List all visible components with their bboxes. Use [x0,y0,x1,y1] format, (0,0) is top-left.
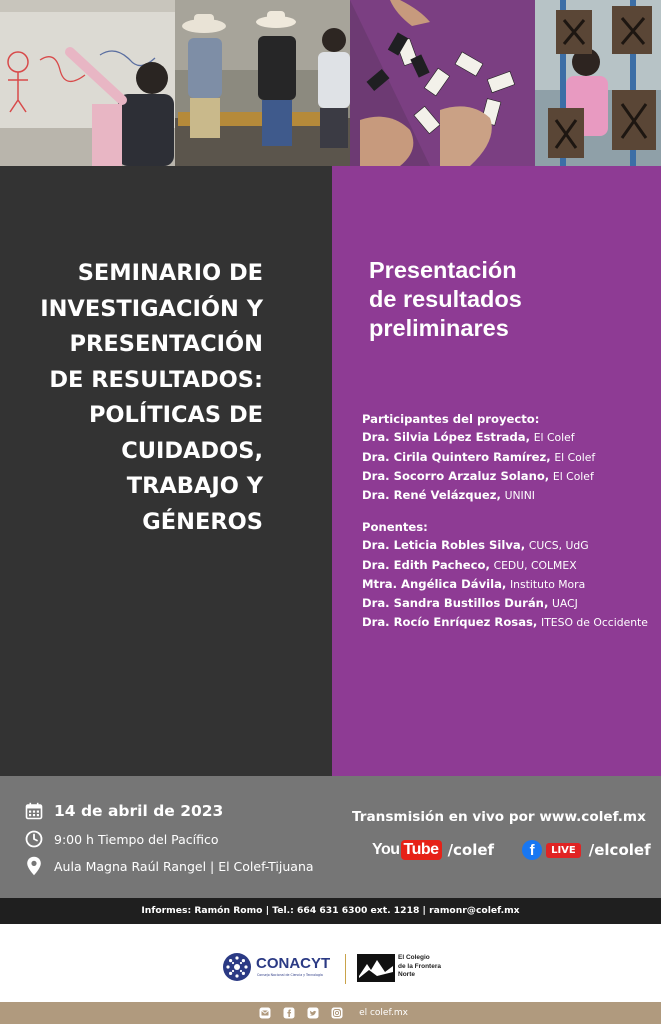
seminar-title-panel [0,166,332,776]
seminar-title-line: GÉNEROS [142,508,263,535]
speaker-name: Dra. Sandra Bustillos Durán, [362,596,549,611]
event-time: 9:00 h Tiempo del Pacífico [54,831,219,847]
participant-item [362,467,658,486]
conacyt-emblem-icon [222,952,252,982]
speaker-name: Mtra. Angélica Dávila, [362,576,507,591]
speaker-affiliation: Instituto Mora [510,577,586,591]
speaker-item [362,536,658,555]
speakers-list [362,518,658,633]
speaker-name: Dra. Leticia Robles Silva, [362,538,526,553]
speaker-name: Dra. Rocío Enríquez Rosas, [362,615,538,630]
clock-icon [24,829,44,849]
speaker-affiliation: CEDU, COLMEX [493,558,577,572]
broadcast-text: Transmisión en vivo por www.colef.mx [352,809,646,825]
youtube-handle-link[interactable]: /colef [447,841,495,859]
participant-affiliation: El Colef [554,450,596,464]
presentation-title-line: preliminares [369,315,509,341]
logo-divider [345,954,346,984]
event-place: Aula Magna Raúl Rangel | El Colef-Tijuana [54,858,314,874]
participant-name: Dra. Cirila Quintero Ramírez, [362,449,551,464]
seminar-title-line: SEMINARIO DE [77,260,263,286]
speaker-item [362,556,658,575]
seminar-title-line: TRABAJO Y [126,473,263,499]
location-pin-icon [24,856,44,876]
speaker-affiliation: CUCS, UdG [528,539,589,553]
seminar-title-line: CUIDADOS, [121,437,263,464]
calendar-icon [24,801,44,821]
social-links [372,840,651,860]
conacyt-logo [222,952,330,982]
seminar-title-line: INVESTIGACIÓN Y [40,295,263,322]
event-date-row [24,801,223,821]
seminar-title-line: POLÍTICAS DE [88,402,263,428]
speaker-item [362,594,658,613]
speakers-heading: Ponentes: [362,520,428,534]
youtube-you: You [372,841,400,858]
seminar-title-line: DE RESULTADOS: [49,366,263,393]
header-photo-collage [0,0,661,166]
participant-item [362,428,658,447]
speaker-affiliation: ITESO de Occidente [541,616,648,630]
speaker-name: Dra. Edith Pacheco, [362,557,490,572]
facebook-icon[interactable] [283,1007,295,1019]
seminar-title-line: PRESENTACIÓN [69,331,263,357]
speaker-affiliation: UACJ [552,597,578,611]
participant-affiliation: El Colef [552,469,594,483]
event-date: 14 de abril de 2023 [54,802,224,820]
footer-bar [0,1002,661,1024]
presentation-title [369,256,649,343]
event-place-row [24,856,314,876]
presentation-title-line: Presentación [369,257,517,283]
participant-name: Dra. René Velázquez, [362,488,501,503]
live-badge: LIVE [546,843,581,858]
instagram-icon[interactable] [331,1007,343,1019]
participants-heading: Participantes del proyecto: [362,412,540,426]
event-info-band [0,776,661,898]
colef-name [398,954,441,980]
seminar-title [0,256,263,540]
speaker-item [362,575,658,594]
speaker-item [362,613,658,632]
event-time-row [24,829,219,849]
participant-affiliation: UNINI [504,489,535,503]
colef-name-line: Norte [398,971,415,978]
youtube-icon[interactable] [372,840,442,860]
participant-item [362,486,658,505]
participant-name: Dra. Silvia López Estrada, [362,430,531,445]
youtube-tube: Tube [401,840,442,860]
facebook-handle-link[interactable]: /elcolef [588,841,651,859]
institution-logos [0,924,661,1002]
twitter-icon[interactable] [307,1007,319,1019]
facebook-icon[interactable]: f [522,840,542,860]
colef-name-line: de la Frontera [398,962,441,970]
email-icon[interactable] [259,1007,271,1019]
participant-item [362,448,658,467]
participant-affiliation: El Colef [533,431,575,445]
contact-info-bar: Informes: Ramón Romo | Tel.: 664 631 6300 ext. 1218 | ramonr@colef.mx [0,898,661,924]
colef-logo [357,954,441,982]
colef-emblem-icon [357,954,395,982]
presentation-title-line: de resultados [369,286,522,312]
presentation-details-panel [332,166,661,776]
participant-name: Dra. Socorro Arzaluz Solano, [362,468,550,483]
conacyt-subtitle: Consejo Nacional de Ciencia y Tecnología [257,973,323,977]
participants-list [362,410,658,505]
footer-website-link[interactable]: el colef.mx [359,1008,408,1018]
colef-name-line: El Colegio [398,954,430,961]
photo-collage-illustration [0,0,661,166]
conacyt-name: CONACYT [256,955,331,972]
